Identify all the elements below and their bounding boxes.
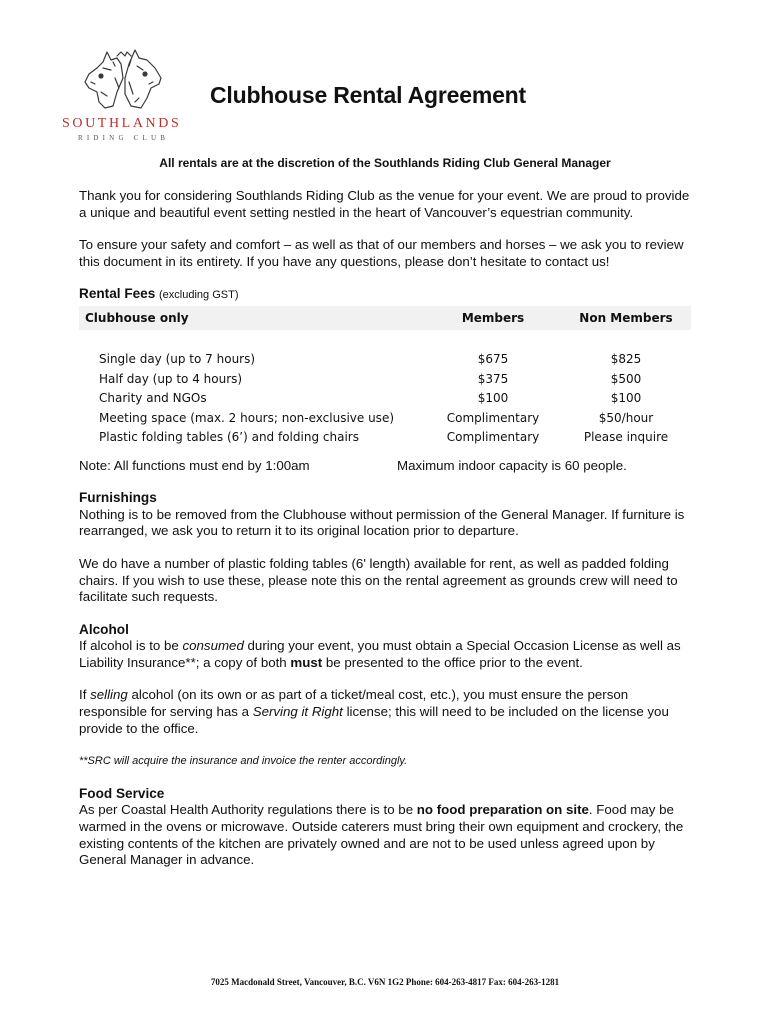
table-cell: $100: [477, 391, 509, 406]
page-title: Clubhouse Rental Agreement: [210, 82, 526, 108]
furnishings-paragraph-1: Nothing is to be removed from the Clubhouse without permission of the General Manager. If furniture is rearranged, we ask you to return it to its original location prior to departure.: [79, 506, 685, 539]
intro-paragraph-2: To ensure your safety and comfort – as well as that of our members and horses – we ask you to review this document in its entirety. If you have any questions, please don’t hesitate to contact us!: [79, 237, 684, 269]
column-header: Clubhouse only: [85, 310, 189, 325]
table-header-row: [79, 306, 691, 330]
insurance-footnote: **SRC will acquire the insurance and invoice the renter accordingly.: [79, 755, 408, 768]
table-cell: Plastic folding tables (6’) and folding chairs: [99, 430, 359, 445]
rental-fees-table: [79, 306, 691, 448]
rental-fees-heading: [79, 286, 694, 304]
rental-notes: [79, 458, 694, 475]
table-cell: $100: [610, 391, 642, 406]
end-time-note: Note: All functions must end by 1:00am: [79, 457, 310, 473]
table-cell: Meeting space (max. 2 hours; non-exclusive use): [99, 410, 395, 425]
alcohol-paragraph-1: If alcohol is to be consumed during your event, you must obtain a Special Occasion License as well as Liability Insurance**; a copy of both must be presented to the office prior to the event.: [79, 638, 681, 670]
discretion-notice: All rentals are at the discretion of the Southlands Riding Club General Manager: [159, 156, 611, 170]
table-cell: Charity and NGOs: [99, 391, 207, 406]
horse-heads-icon: [77, 48, 167, 112]
table-row: [79, 369, 691, 389]
furnishings-heading: Furnishings: [79, 490, 157, 506]
table-cell: Complimentary: [446, 410, 540, 425]
table-cell: Single day (up to 7 hours): [99, 352, 256, 367]
intro-paragraph-1: Thank you for considering Southlands Riding Club as the venue for your event. We are proud to provide a unique and beautiful event setting nestled in the heart of Vancouver’s equestrian community.: [79, 188, 690, 220]
footer-address: 7025 Macdonald Street, Vancouver, B.C. V6N 1G2 Phone: 604-263-4817 Fax: 604-263-1281: [210, 977, 560, 987]
alcohol-heading: Alcohol: [79, 621, 129, 637]
table-cell: $50/hour: [598, 410, 654, 425]
alcohol-paragraph-2: If selling alcohol (on its own or as part of a ticket/meal cost, etc.), you must ensure the person responsible for serving has a Serving it Right license; this will need to be included on the license you provide to the office.: [79, 687, 669, 736]
table-row: [79, 408, 691, 428]
table-cell: $825: [610, 352, 642, 367]
heading-note: (excluding GST): [159, 289, 239, 302]
table-cell: $675: [477, 352, 509, 367]
capacity-note: Maximum indoor capacity is 60 people.: [397, 457, 627, 473]
club-logo: [62, 48, 182, 142]
column-header: Members: [461, 310, 525, 325]
food-service-paragraph: As per Coastal Health Authority regulations there is to be no food preparation on site. Food may be warmed in the ovens or microwave. Outside caterers must bring their own equipment and crockery, the existing contents of the kitchen are privately owned and are not to be used unless agreed upon by General Manager in advance.: [79, 802, 684, 868]
table-cell: $500: [610, 371, 642, 386]
document-body: [79, 188, 694, 869]
logo-subtitle: RIDING CLUB: [78, 134, 170, 142]
table-cell: Complimentary: [446, 430, 540, 445]
table-cell: Please inquire: [583, 430, 669, 445]
section-heading: Rental Fees: [79, 286, 156, 302]
logo-name: SOUTHLANDS: [62, 116, 182, 131]
table-row: [79, 350, 691, 370]
table-cell: $375: [477, 371, 509, 386]
column-header: Non Members: [579, 310, 673, 325]
table-row: [79, 389, 691, 409]
table-row: [79, 428, 691, 448]
table-cell: Half day (up to 4 hours): [99, 371, 243, 386]
furnishings-paragraph-2: We do have a number of plastic folding tables (6' length) available for rent, as well as padded folding chairs. If you wish to use these, please note this on the rental agreement as grounds crew will need to facilitate such requests.: [79, 555, 678, 605]
food-service-heading: Food Service: [79, 785, 165, 801]
